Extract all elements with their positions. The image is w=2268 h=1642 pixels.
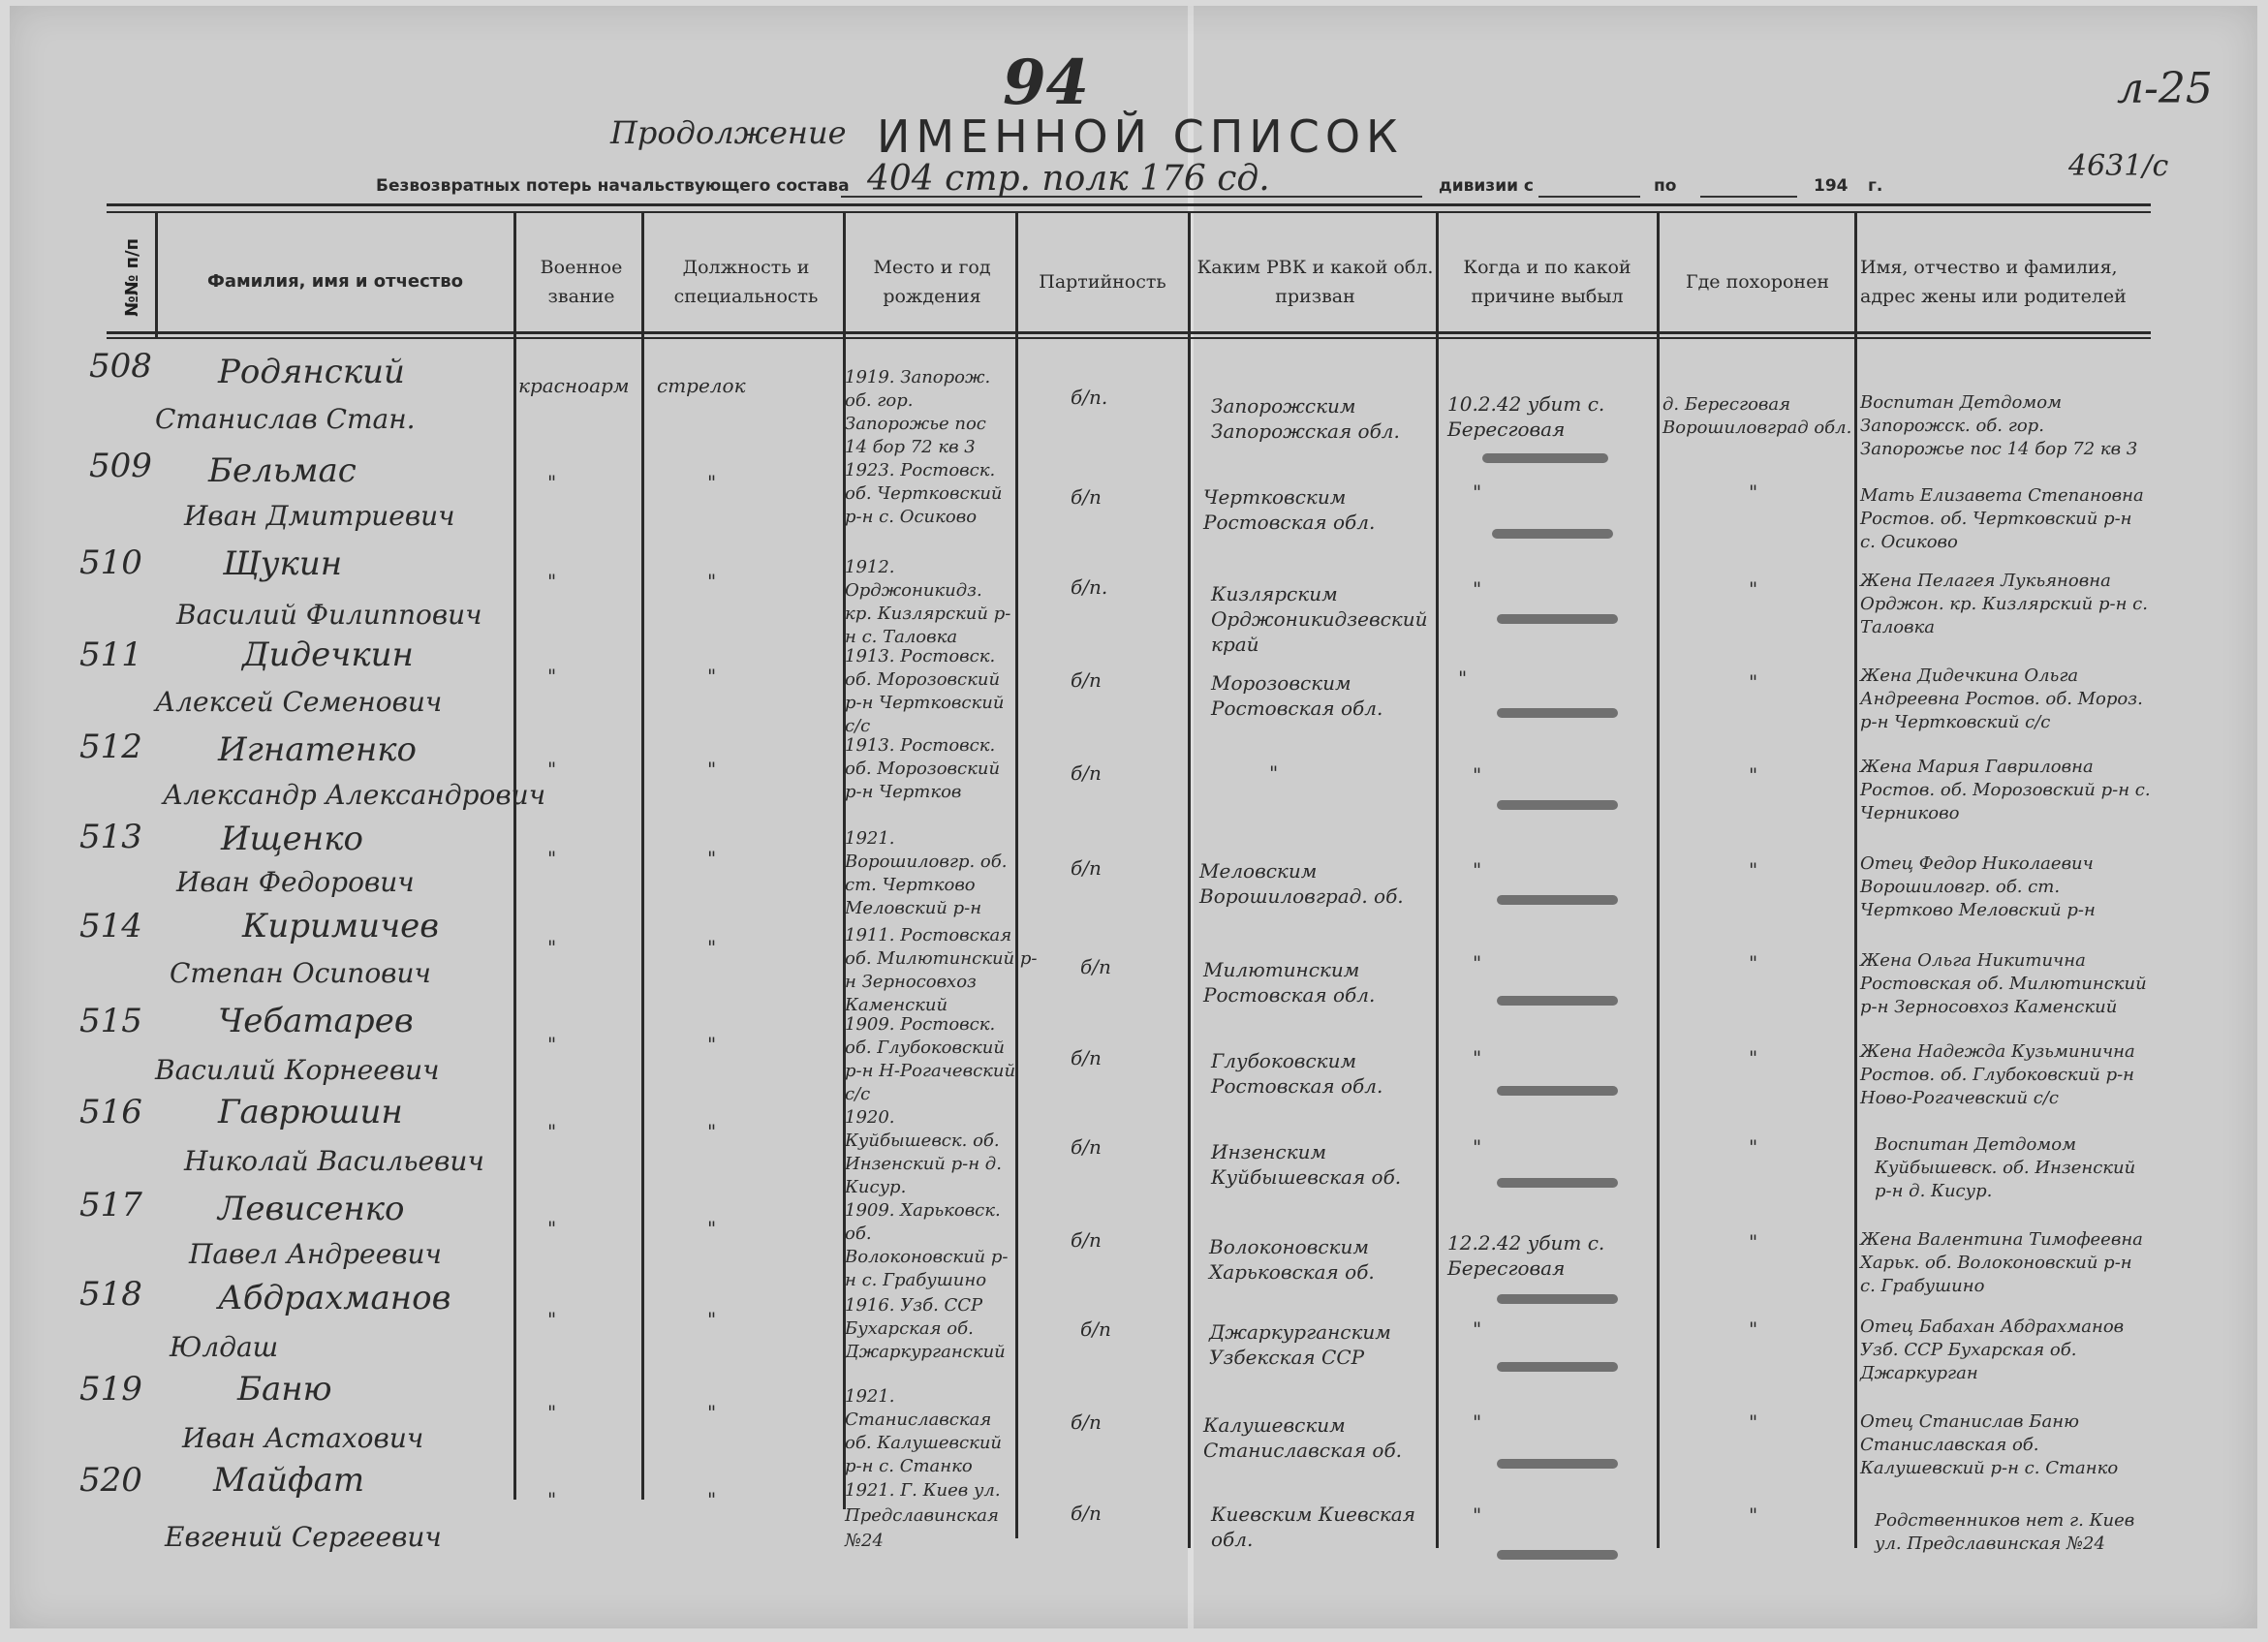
smudge [1497, 1086, 1618, 1096]
col-divider-5 [1188, 211, 1191, 1548]
rank: " [547, 1217, 557, 1240]
rank: " [547, 1120, 557, 1143]
rank: " [547, 936, 557, 959]
table-header-bottom [107, 331, 2151, 334]
row-number: 517 [79, 1186, 142, 1224]
position: " [707, 1033, 717, 1056]
birth: 1909. Харьковск. об. Волоконовский р-н с. Грабушино [845, 1200, 1009, 1290]
col-header-birth: Место и год рождения [873, 257, 991, 307]
buried: " [1749, 670, 1758, 694]
col-header-position: Должность и специальность [673, 257, 819, 307]
when: " [1473, 858, 1482, 882]
given-names: Павел Андреевич [189, 1238, 442, 1270]
party: б/п [1071, 668, 1102, 692]
smudge [1497, 1178, 1618, 1188]
when: " [1473, 480, 1482, 504]
rvk: Калушевским Станиславская об. [1203, 1413, 1403, 1462]
header-year: 194 [1814, 176, 1849, 196]
row-number: 512 [79, 728, 142, 766]
birth: 1909. Ростовск. об. Глубоковский р-н Н-Рогачевский с/с [845, 1014, 1016, 1104]
smudge [1482, 453, 1608, 463]
rvk: Морозовским Ростовская обл. [1211, 671, 1383, 720]
rank: " [547, 1488, 557, 1511]
relatives: Отец Бабахан Абдрахманов Узб. ССР Бухарская об. Джаркурган [1860, 1317, 2125, 1383]
continued-note: Продолжение [610, 114, 847, 151]
party: б/п [1071, 761, 1102, 785]
page-title: ИМЕННОЙ СПИСОК [877, 110, 1404, 163]
rvk: Милютинским Ростовская обл. [1203, 958, 1376, 1007]
table-top-line-1 [107, 203, 2151, 206]
relatives: Жена Пелагея Лукьяновна Орджон. кр. Кизлярский р-н с. Таловка [1860, 571, 2148, 637]
relatives: Воспитан Детдомом Куйбышевск. об. Инзенский р-н д. Кисур. [1875, 1134, 2136, 1201]
rank: " [547, 570, 557, 593]
col-divider-2 [641, 211, 644, 1500]
smudge [1497, 1550, 1618, 1560]
rank: красноарм [518, 374, 630, 397]
buried: " [1749, 1135, 1758, 1159]
birth: 1911. Ростовская об. Милютинский р-н Зерносовхоз Каменский [845, 925, 1038, 1015]
rvk: Запорожским Запорожская обл. [1211, 394, 1400, 443]
col-header-num: №№ п/п [122, 237, 143, 318]
surname: Абдрахманов [218, 1279, 451, 1317]
col-divider-7 [1657, 211, 1660, 1548]
row-number: 516 [79, 1093, 142, 1131]
surname: Киримичев [242, 907, 440, 945]
rank: " [547, 1033, 557, 1056]
birth: 1913. Ростовск. об. Морозовский р-н Чертков [845, 735, 1001, 802]
birth: 1921. Станиславская об. Калушевский р-н с. Станко [845, 1386, 1003, 1476]
smudge [1492, 529, 1613, 539]
when: " [1473, 763, 1482, 787]
corner-number: л-25 [2117, 64, 2213, 113]
surname: Майфат [213, 1461, 365, 1500]
buried: " [1749, 577, 1758, 601]
row-number: 519 [79, 1370, 142, 1409]
unit-handwritten: 404 стр. полк 176 сд. [867, 159, 1270, 199]
position: " [707, 665, 717, 688]
surname: Бельмас [208, 451, 357, 490]
row-number: 509 [89, 447, 152, 485]
col-header-rvk: Каким РВК и какой обл. призван [1196, 257, 1434, 307]
birth: 1920. Куйбышевск. об. Инзенский р-н д. Кисур. [845, 1107, 1002, 1197]
col-divider-6 [1436, 211, 1439, 1548]
smudge [1497, 996, 1618, 1006]
buried: " [1749, 480, 1758, 504]
party: б/п [1071, 856, 1102, 880]
col-header-relatives: Имя, отчество и фамилия, адрес жены или родителей [1860, 257, 2127, 307]
when: 12.2.42 убит с. Бересговая [1447, 1231, 1605, 1280]
buried: д. Бересговая Ворошиловград обл. [1662, 394, 1852, 438]
given-names: Юлдаш [170, 1331, 279, 1363]
relatives: Мать Елизавета Степановна Ростов. об. Чертковский р-н с. Осиково [1860, 485, 2144, 552]
row-number: 515 [79, 1002, 142, 1040]
header-line-prefix: Безвозвратных потерь начальствующего состава [376, 176, 850, 196]
table-header-bottom-2 [107, 337, 2151, 339]
party: б/п. [1071, 575, 1108, 599]
surname: Щукин [223, 544, 343, 583]
rvk: Джаркурганским Узбекская ССР [1209, 1320, 1391, 1369]
col-divider-8 [1854, 211, 1857, 1548]
surname: Игнатенко [218, 730, 418, 769]
given-names: Василий Филиппович [176, 599, 482, 631]
division-underline [1538, 196, 1640, 198]
birth: 1916. Узб. ССР Бухарская об. Джаркурганский [845, 1295, 1006, 1362]
document-sheet [10, 6, 2257, 1628]
rvk: Меловским Ворошиловград. об. [1199, 859, 1404, 908]
surname: Чебатарев [218, 1002, 414, 1040]
party: б/п [1071, 1502, 1102, 1525]
rank: " [547, 1401, 557, 1424]
rvk: Чертковским Ростовская обл. [1203, 485, 1376, 534]
buried: " [1749, 1230, 1758, 1254]
buried: " [1749, 1317, 1758, 1341]
when: " [1473, 1135, 1482, 1159]
birth: 1919. Запорож. об. гор. Запорожье пос 14 бор 72 кв 3 [845, 367, 991, 457]
header-division: дивизии с [1439, 176, 1535, 196]
party: б/п [1071, 485, 1102, 509]
header-year-suffix: г. [1868, 176, 1883, 196]
rank: " [547, 471, 557, 494]
buried: " [1749, 951, 1758, 975]
party: б/п [1080, 1317, 1111, 1341]
when: " [1473, 1503, 1482, 1527]
smudge [1497, 800, 1618, 810]
given-names: Иван Астахович [182, 1422, 424, 1454]
party: б/п [1071, 1410, 1102, 1434]
relatives: Жена Мария Гавриловна Ростов. об. Морозовский р-н с. Черниково [1860, 757, 2151, 823]
rvk: Инзенским Куйбышевская об. [1211, 1140, 1402, 1189]
row-number: 511 [79, 635, 142, 674]
when: " [1473, 1317, 1482, 1341]
birth: 1921. Ворошиловгр. об. ст. Чертково Меловский р-н [845, 828, 1008, 918]
col-header-buried: Где похоронен [1686, 271, 1829, 293]
smudge [1497, 614, 1618, 624]
given-names: Иван Дмитриевич [184, 500, 455, 532]
position: " [707, 1488, 717, 1511]
by-underline [1700, 196, 1797, 198]
col-header-name: Фамилия, имя и отчество [206, 271, 464, 292]
rvk: " [1269, 761, 1279, 785]
row-number: 520 [79, 1461, 142, 1500]
smudge [1497, 895, 1618, 905]
party: б/п. [1071, 386, 1108, 409]
birth: 1912. Орджоникидз. кр. Кизлярский р-н с. Таловка [845, 557, 1011, 647]
row-number: 513 [79, 818, 142, 856]
position: " [707, 847, 717, 870]
position: " [707, 570, 717, 593]
smudge [1497, 1294, 1618, 1304]
col-header-rank: Военное звание [540, 257, 623, 307]
party: б/п [1071, 1046, 1102, 1069]
header-by: по [1654, 176, 1677, 196]
when: " [1473, 1410, 1482, 1434]
birth: 1913. Ростовск. об. Морозовский р-н Чертковский с/с [845, 646, 1005, 736]
rvk: Киевским Киевская обл. [1211, 1503, 1415, 1551]
surname: Левисенко [218, 1190, 405, 1228]
given-names: Степан Осипович [170, 957, 431, 989]
relatives: Воспитан Детдомом Запорожск. об. гор. Запорожье пос 14 бор 72 кв 3 [1860, 392, 2138, 459]
position: " [707, 1401, 717, 1424]
surname: Дидечкин [242, 635, 414, 674]
row-number: 510 [79, 543, 142, 582]
given-names: Иван Федорович [176, 866, 415, 898]
when: " [1458, 666, 1468, 690]
rvk: Глубоковским Ростовская обл. [1211, 1049, 1383, 1098]
when: " [1473, 1046, 1482, 1069]
given-names: Евгений Сергеевич [165, 1521, 442, 1553]
surname: Родянский [218, 353, 405, 391]
birth: 1921. Г. Киев ул. Предславинская №24 [845, 1480, 1001, 1551]
given-names: Алексей Семенович [155, 686, 443, 718]
relatives: Жена Ольга Никитична Ростовская об. Милютинский р-н Зерносовхоз Каменский [1860, 950, 2147, 1017]
given-names: Станислав Стан. [155, 403, 416, 435]
stamp-number: 94 [1003, 46, 1090, 119]
party: б/п [1071, 1228, 1102, 1252]
rank: " [547, 758, 557, 781]
relatives: Отец Федор Николаевич Ворошиловгр. об. ст. Чертково Меловский р-н [1860, 853, 2096, 920]
smudge [1497, 1459, 1618, 1469]
position: " [707, 471, 717, 494]
surname: Гаврюшин [218, 1093, 403, 1131]
reference-number: 4631/с [2068, 149, 2169, 183]
buried: " [1749, 763, 1758, 787]
col-header-party: Партийность [1039, 271, 1166, 293]
smudge [1497, 708, 1618, 718]
position: стрелок [657, 374, 746, 397]
position: " [707, 1308, 717, 1331]
row-number: 518 [79, 1275, 142, 1314]
surname: Баню [237, 1370, 332, 1409]
row-number: 514 [79, 907, 142, 945]
buried: " [1749, 1046, 1758, 1069]
rank: " [547, 665, 557, 688]
rank: " [547, 1308, 557, 1331]
given-names: Александр Александрович [163, 779, 546, 811]
row-number: 508 [89, 347, 152, 386]
relatives: Жена Дидечкина Ольга Андреевна Ростов. об. Мороз. р-н Чертковский с/с [1860, 666, 2143, 732]
party: б/п [1080, 955, 1111, 978]
position: " [707, 1120, 717, 1143]
buried: " [1749, 1503, 1758, 1527]
position: " [707, 758, 717, 781]
col-header-when: Когда и по какой причине выбыл [1463, 257, 1631, 307]
col-divider-1 [513, 211, 516, 1500]
buried: " [1749, 858, 1758, 882]
relatives: Жена Валентина Тимофеевна Харьк. об. Волоконовский р-н с. Грабушино [1860, 1229, 2143, 1296]
rank: " [547, 847, 557, 870]
party: б/п [1071, 1135, 1102, 1159]
table-top-line-2 [107, 211, 2151, 213]
relatives: Жена Надежда Кузьминична Ростов. об. Глубоковский р-н Ново-Рогачевский с/с [1860, 1041, 2135, 1108]
given-names: Василий Корнеевич [155, 1054, 440, 1086]
when: " [1473, 577, 1482, 601]
buried: " [1749, 1410, 1758, 1434]
relatives: Отец Станислав Баню Станиславская об. Калушевский р-н с. Станко [1860, 1411, 2119, 1478]
surname: Ищенко [221, 820, 363, 858]
when: " [1473, 951, 1482, 975]
given-names: Николай Васильевич [184, 1145, 484, 1177]
when: 10.2.42 убит с. Бересговая [1447, 392, 1605, 441]
position: " [707, 936, 717, 959]
rvk: Волоконовским Харьковская об. [1209, 1235, 1375, 1284]
rvk: Кизлярским Орджоникидзевский край [1211, 582, 1428, 656]
birth: 1923. Ростовск. об. Чертковский р-н с. Осиково [845, 460, 1003, 527]
smudge [1497, 1362, 1618, 1372]
relatives: Родственников нет г. Киев ул. Предславинская №24 [1875, 1510, 2135, 1554]
position: " [707, 1217, 717, 1240]
